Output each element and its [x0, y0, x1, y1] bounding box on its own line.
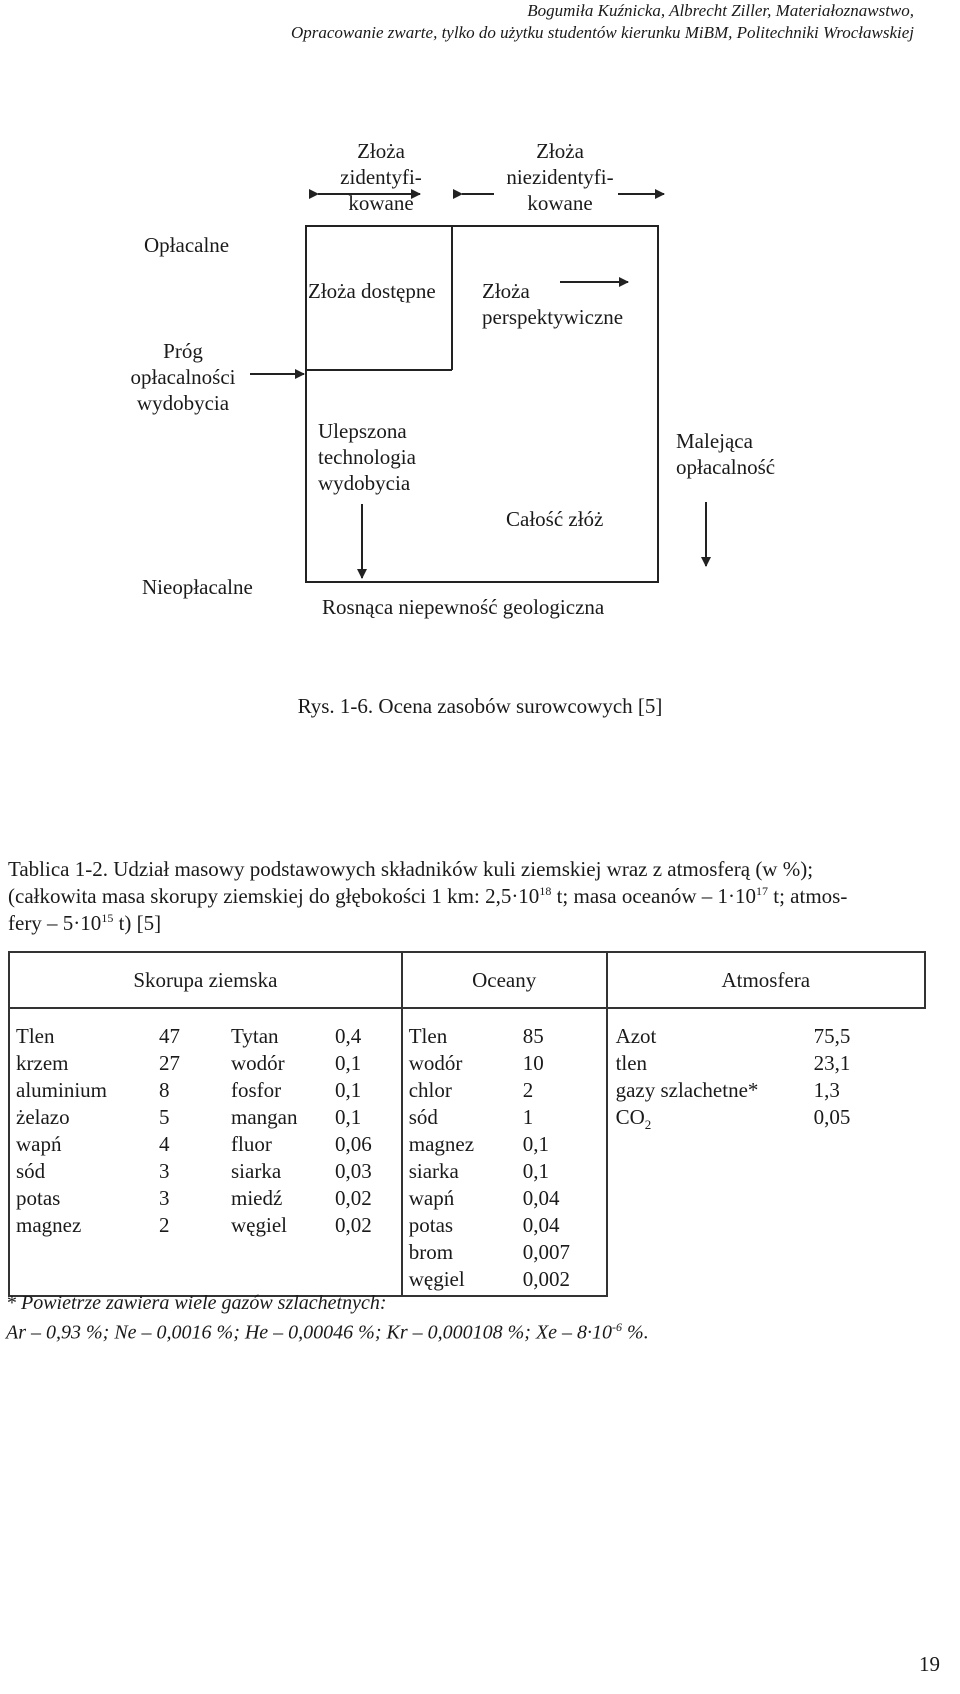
ocean-names-cell: wodór — [408, 1051, 463, 1075]
prospective-line-2: perspektywiczne — [482, 305, 624, 329]
composition-table — [8, 951, 926, 1297]
improved-technology-label — [318, 418, 416, 496]
table-caption — [8, 856, 944, 937]
crust-a-values-cell: 3 — [159, 1159, 170, 1183]
crust-a-names-cell: sód — [16, 1159, 46, 1183]
line2-part-b: t; masa oceanów – 1·10 — [551, 884, 757, 908]
table-caption-line-3 — [8, 910, 944, 937]
table-caption-line-1: Tablica 1-2. Udział masowy podstawowych składników kuli ziemskiej wraz z atmosferą (w %); — [8, 857, 814, 881]
total-deposits-label: Całość złóż — [506, 507, 604, 531]
improved-line-1: Ulepszona — [318, 419, 407, 443]
atm-values-cell: 23,1 — [813, 1051, 851, 1075]
footnote-exponent: -6 — [612, 1320, 623, 1334]
crust-names-col-1 — [16, 1023, 159, 1239]
identified-line-3: kowane — [348, 191, 414, 215]
table-body-row — [9, 1008, 925, 1296]
threshold-line-2: opłacalności — [130, 365, 236, 389]
ocean-values-cell: 85 — [522, 1024, 544, 1048]
crust-values-col-2 — [335, 1023, 395, 1239]
header-course: Opracowanie zwarte, tylko do użytku studentów kierunku MiBM, Politechniki Wrocławskiej — [290, 23, 914, 42]
crust-mass-exponent: 18 — [539, 884, 552, 898]
crust-names-col-2 — [231, 1023, 335, 1239]
ocean-names-cell: potas — [408, 1213, 454, 1237]
atm-values-cell: 0,05 — [813, 1105, 851, 1129]
footnote-line-1: * Powietrze zawiera wiele gazów szlachetnych: — [6, 1292, 387, 1314]
ocean-values-cell: 0,1 — [522, 1159, 549, 1183]
footnote-end: %. — [622, 1321, 649, 1344]
crust-b-names-cell: fosfor — [231, 1078, 282, 1102]
identified-line-2: zidentyfi- — [340, 165, 422, 189]
ocean-names-col — [409, 1023, 523, 1293]
crust-a-values-cell: 8 — [159, 1078, 170, 1102]
ocean-values-cell: 2 — [522, 1078, 534, 1102]
crust-a-values-cell: 47 — [159, 1024, 180, 1048]
identified-deposits-label — [326, 138, 436, 216]
decreasing-profitability-label — [676, 428, 775, 480]
improved-line-3: wydobycia — [318, 471, 411, 495]
footnote-line-2 — [6, 1320, 649, 1345]
crust-values-col-1 — [159, 1023, 231, 1239]
header-oceans: Oceany — [402, 952, 607, 1008]
crust-a-names-cell: magnez — [16, 1213, 82, 1237]
atmosphere-group — [607, 1008, 925, 1296]
ocean-names-cell: węgiel — [408, 1267, 465, 1291]
header-atmosphere: Atmosfera — [607, 952, 925, 1008]
crust-a-names-cell: wapń — [16, 1132, 62, 1156]
table-header-row — [9, 952, 925, 1008]
page-number: 19 — [919, 1652, 940, 1676]
atm-names-cell: Azot — [615, 1024, 657, 1048]
ocean-values-cell: 0,04 — [522, 1186, 560, 1210]
ocean-values-cell: 0,002 — [522, 1267, 570, 1291]
crust-b-values-cell: 0,06 — [335, 1132, 372, 1156]
crust-b-names-cell: węgiel — [231, 1213, 287, 1237]
footnote-gases: Ar – 0,93 %; Ne – 0,0016 %; He – 0,00046 %; Kr – 0,000108 %; Xe – 8·10 — [6, 1321, 613, 1344]
decreasing-line-2: opłacalność — [676, 455, 776, 479]
profitable-label: Opłacalne — [144, 233, 230, 257]
atm-values-cell: 75,5 — [813, 1024, 851, 1048]
prospective-deposits-label — [482, 278, 623, 330]
atm-names-cell: gazy szlachetne* — [615, 1078, 759, 1102]
ocean-mass-exponent: 17 — [756, 884, 769, 898]
crust-a-names-cell: żelazo — [16, 1105, 70, 1129]
atmosphere-names-col — [616, 1023, 814, 1131]
crust-a-names-cell: krzem — [16, 1051, 69, 1075]
decreasing-line-1: Malejąca — [676, 429, 753, 453]
crust-b-names-cell: miedź — [231, 1186, 283, 1210]
crust-b-names-cell: fluor — [231, 1132, 272, 1156]
crust-b-names-cell: mangan — [231, 1105, 298, 1129]
crust-b-values-cell: 0,02 — [335, 1186, 372, 1210]
crust-b-names-cell: Tytan — [231, 1024, 279, 1048]
ocean-names-cell: wapń — [408, 1186, 455, 1210]
atmosphere-values-col — [814, 1023, 894, 1131]
ocean-names-cell: sód — [408, 1105, 438, 1129]
atm-name-co2 — [616, 1104, 814, 1131]
crust-a-values-cell: 5 — [159, 1105, 170, 1129]
line3-part-b: t) [5] — [113, 911, 162, 935]
header-earth-crust: Skorupa ziemska — [9, 952, 402, 1008]
crust-b-values-cell: 0,02 — [335, 1213, 372, 1237]
line2-part-c: t; atmos- — [768, 884, 848, 908]
crust-b-values-cell: 0,1 — [335, 1051, 362, 1075]
line2-part-a: (całkowita masa skorupy ziemskiej do głębokości 1 km: 2,5·10 — [8, 884, 540, 908]
crust-b-values-cell: 0,1 — [335, 1105, 362, 1129]
crust-a-names-cell: Tlen — [16, 1024, 55, 1048]
crust-b-values-cell: 0,4 — [335, 1024, 362, 1048]
identified-line-1: Złoża — [357, 139, 405, 163]
ocean-values-cell: 10 — [522, 1051, 544, 1075]
ocean-names-cell: siarka — [408, 1159, 459, 1183]
ocean-values-cell: 0,04 — [522, 1213, 560, 1237]
co-text: CO — [615, 1105, 645, 1129]
geological-uncertainty-label: Rosnąca niepewność geologiczna — [322, 595, 605, 619]
crust-a-names-cell: potas — [16, 1186, 61, 1210]
oceans-group — [402, 1008, 607, 1296]
crust-b-values-cell: 0,1 — [335, 1078, 362, 1102]
ocean-values-cell: 0,007 — [522, 1240, 570, 1264]
co-subscript: 2 — [644, 1117, 652, 1133]
profitability-threshold-label — [118, 338, 248, 416]
crust-a-values-cell: 4 — [159, 1132, 170, 1156]
header-authors: Bogumiła Kuźnicka, Albrecht Ziller, Materiałoznawstwo, — [527, 1, 914, 20]
crust-b-names-cell: wodór — [231, 1051, 285, 1075]
crust-b-names-cell: siarka — [231, 1159, 282, 1183]
crust-a-names-cell: aluminium — [16, 1078, 107, 1102]
ocean-values-cell: 0,1 — [522, 1132, 549, 1156]
improved-line-2: technologia — [318, 445, 416, 469]
line3-part-a: fery – 5·10 — [8, 911, 102, 935]
crust-b-values-cell: 0,03 — [335, 1159, 372, 1183]
atm-names-cell: tlen — [615, 1051, 648, 1075]
prospective-line-1: Złoża — [482, 279, 530, 303]
ocean-names-cell: chlor — [408, 1078, 452, 1102]
unidentified-line-1: Złoża — [536, 139, 584, 163]
threshold-line-3: wydobycia — [136, 391, 230, 415]
atm-values-cell: 1,3 — [813, 1078, 840, 1102]
ocean-names-cell: Tlen — [408, 1024, 448, 1048]
unidentified-deposits-label — [490, 138, 630, 216]
crust-a-values-cell: 2 — [159, 1213, 170, 1237]
accessible-deposits-label: Złoża dostępne — [308, 279, 436, 303]
crust-a-values-cell: 3 — [159, 1186, 170, 1210]
ocean-names-cell: brom — [408, 1240, 454, 1264]
atmosphere-mass-exponent: 15 — [101, 911, 114, 925]
unidentified-line-2: niezidentyfi- — [506, 165, 614, 189]
crust-a-values-cell: 27 — [159, 1051, 180, 1075]
ocean-values-col — [523, 1023, 599, 1293]
ocean-values-cell: 1 — [522, 1105, 534, 1129]
ocean-names-cell: magnez — [408, 1132, 475, 1156]
figure-caption: Rys. 1-6. Ocena zasobów surowcowych [5] — [297, 694, 663, 718]
unidentified-line-3: kowane — [527, 191, 593, 215]
threshold-line-1: Próg — [163, 339, 203, 363]
table-caption-line-2 — [8, 883, 944, 910]
unprofitable-label: Nieopłacalne — [142, 575, 253, 599]
earth-crust-group — [9, 1008, 402, 1296]
